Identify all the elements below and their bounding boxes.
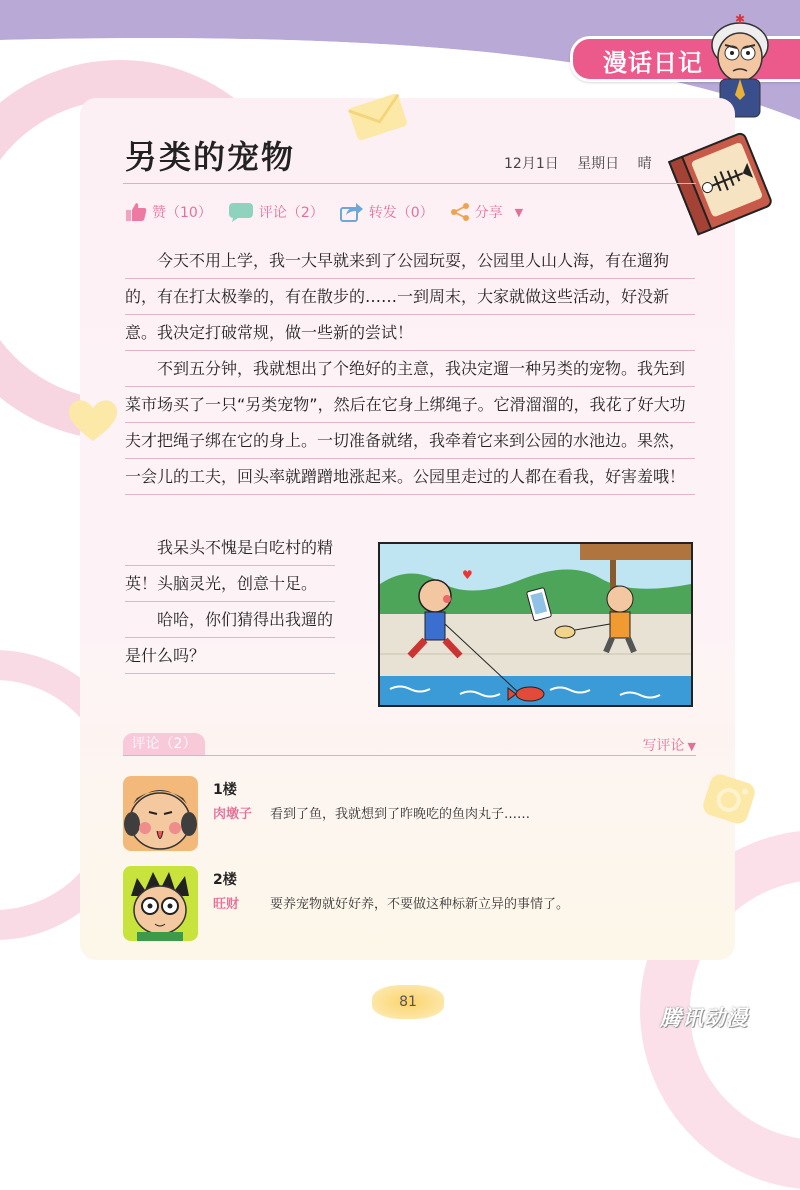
comment-author[interactable]: 肉墩子 [213, 807, 253, 822]
speech-bubble-icon [228, 202, 254, 222]
caret-down-icon: ▼ [687, 740, 696, 753]
post-side-text [125, 530, 335, 674]
side-paragraph: 哈哈，你们猜得出我遛的是什么吗？ [125, 610, 334, 665]
side-paragraph: 我呆头不愧是白吃村的精英！头脑灵光，创意十足。 [125, 538, 334, 593]
camera-decoration [700, 770, 758, 828]
comments-tab[interactable]: 评论（2） [123, 733, 205, 755]
heart-decoration [64, 395, 122, 445]
comment-count: 评论（2） [258, 205, 324, 221]
repost-button[interactable] [340, 202, 434, 222]
like-button[interactable] [125, 202, 212, 222]
envelope-decoration [346, 92, 410, 142]
repost-arrow-icon [340, 202, 364, 222]
svg-text:✱: ✱ [734, 12, 746, 26]
share-dropdown-caret-icon[interactable]: ▼ [514, 205, 524, 219]
comic-panel-image [378, 542, 693, 707]
watermark-logo: 腾讯动漫 [660, 1006, 748, 1030]
write-comment-label: 写评论 [642, 738, 685, 754]
thumbs-up-icon [125, 202, 147, 222]
share-icon [450, 203, 470, 221]
body-paragraph: 不到五分钟，我就想出了个绝好的主意，我决定遛一种另类的宠物。我先到菜市场买了一只“另类宠物”，然后在它身上绑绳子。它滑溜溜的，我花了好大功夫才把绳子绑在它的身上。一切准备就绪，我牵着它来到公园的水池边。果然，一会儿的工夫，回头率就蹭蹭地涨起来。公园里走过的人都在看我，好害羞哦！ [125, 359, 686, 486]
comment-author[interactable]: 旺财 [213, 897, 240, 912]
body-paragraph: 今天不用上学，我一大早就来到了公园玩耍，公园里人山人海，有在遛狗的，有在打太极拳的，有在散步的……一到周末，大家就做这些活动，好没新意。我决定打破常规，做一些新的尝试！ [125, 251, 670, 342]
post-weather: 晴 [637, 156, 652, 172]
comment-text: 看到了鱼，我就想到了昨晚吃的鱼肉丸子…… [270, 807, 531, 822]
share-label: 分享 [474, 205, 503, 221]
like-count: 赞（10） [152, 205, 212, 221]
comment-floor: 1楼 [213, 782, 237, 798]
post-title: 另类的宠物 [125, 138, 296, 176]
post-weekday: 星期日 [577, 156, 620, 172]
avatar[interactable] [123, 866, 198, 941]
comment-item [123, 776, 696, 852]
fish-bone-book-illustration [662, 122, 780, 240]
share-button[interactable] [450, 202, 523, 222]
comments-header [123, 733, 696, 756]
post-body [125, 243, 695, 495]
comment-button[interactable] [228, 202, 324, 222]
post-date: 12月1日 [504, 156, 559, 172]
comment-text: 要养宠物就好好养，不要做这种标新立异的事情了。 [270, 897, 570, 912]
comment-floor: 2楼 [213, 872, 237, 888]
repost-count: 转发（0） [368, 205, 434, 221]
page-number: 81 [372, 985, 444, 1019]
svg-text:♥: ♥ [462, 568, 473, 582]
comment-item [123, 866, 696, 942]
divider [123, 183, 696, 184]
section-label: 漫话日记 [603, 49, 703, 77]
post-actions-bar [125, 200, 539, 224]
post-date-line [504, 153, 666, 173]
avatar[interactable] [123, 776, 198, 851]
write-comment-button[interactable] [643, 735, 696, 755]
